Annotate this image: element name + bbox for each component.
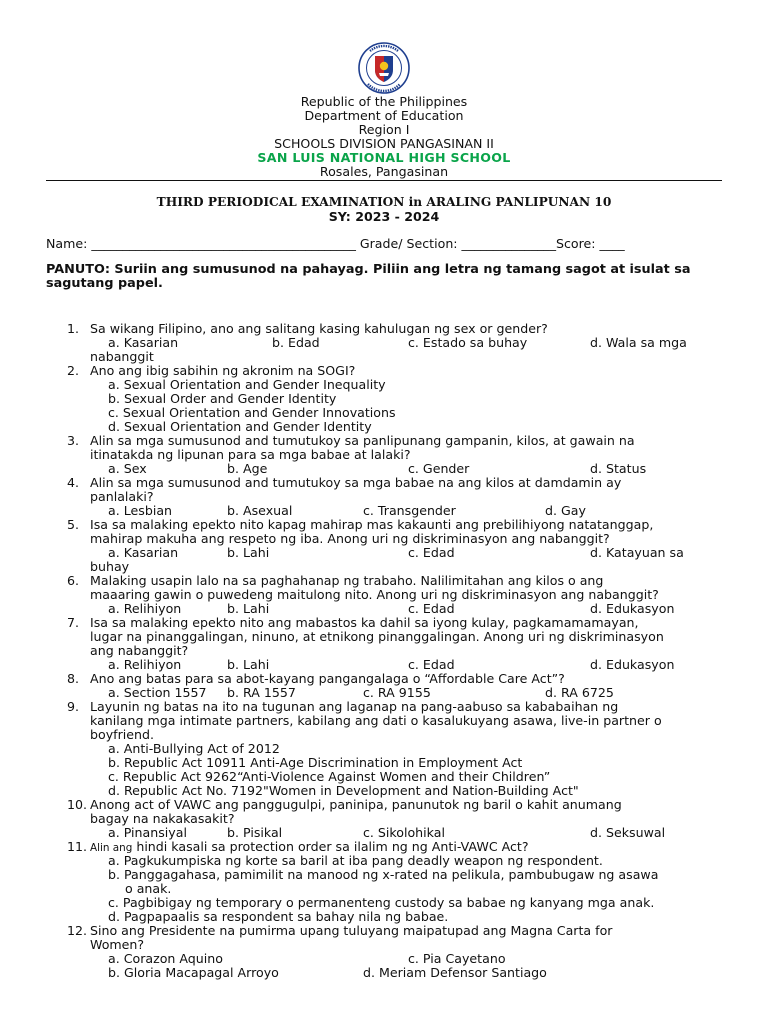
instructions: PANUTO: Suriin ang sumusunod na pahayag. Piliin ang letra ng tamang sagot at isulat sa sagutang papel. <box>46 262 691 291</box>
student-info-line: Name: __________________________________________ Grade/ Section: _______________Score: ____ <box>46 236 625 251</box>
choice-c: c. Sexual Orientation and Gender Innovations <box>108 405 396 420</box>
question-text: Layunin ng batas na ito na tugunan ang laganap na pang-aabuso sa kababaihan ng <box>90 699 619 714</box>
region-name: Region I <box>358 122 410 137</box>
question-text: Malaking usapin lalo na sa paghahanap ng trabaho. Nalilimitahan ang kilos o ang <box>90 573 604 588</box>
choice-a: a. Relihiyon <box>108 657 182 672</box>
question-number: 1. <box>67 321 80 336</box>
choice-a: a. Corazon Aquino <box>108 951 223 966</box>
choice-d: d. Edukasyon <box>590 657 675 672</box>
question-text: Isa sa malaking epekto nito ang mabastos ka dahil sa iyong kulay, pagkamamamayan, <box>90 615 639 630</box>
choice-b: b. Lahi <box>227 601 270 616</box>
school-name: SAN LUIS NATIONAL HIGH SCHOOL <box>257 150 511 165</box>
exam-title: THIRD PERIODICAL EXAMINATION in ARALING PANLIPUNAN 10 <box>156 195 612 209</box>
choice-a: a. Sexual Orientation and Gender Inequality <box>108 377 386 392</box>
question-number: 7. <box>67 615 80 630</box>
choice-b: b. Lahi <box>227 657 270 672</box>
choice-a: a. Sex <box>108 461 147 476</box>
question-text-cont: boyfriend. <box>90 727 154 742</box>
choice-b: b. Lahi <box>227 545 270 560</box>
choice-d: d. Republic Act No. 7192"Women in Development and Nation-Building Act" <box>108 783 579 798</box>
choice-d-wrap: buhay <box>90 559 130 574</box>
choice-b-wrap: o anak. <box>125 881 172 896</box>
question-text: Anong act of VAWC ang panggugulpi, paninipa, panunutok ng baril o kahit anumang <box>90 797 622 812</box>
question-number: 4. <box>67 475 80 490</box>
question-text: Sa wikang Filipino, ano ang salitang kasing kahulugan ng sex or gender? <box>90 321 548 336</box>
choice-c: c. RA 9155 <box>363 685 431 700</box>
choice-b: b. Republic Act 10911 Anti-Age Discrimination in Employment Act <box>108 755 523 770</box>
choice-b: b. RA 1557 <box>227 685 296 700</box>
question-text-cont: panlalaki? <box>90 489 154 504</box>
choice-c: c. Edad <box>408 657 455 672</box>
choice-a: a. Relihiyon <box>108 601 182 616</box>
question-number: 9. <box>67 699 80 714</box>
question-text-small: Alin ang <box>90 842 133 854</box>
choice-a: a. Kasarian <box>108 545 179 560</box>
choice-c: c. Edad <box>408 601 455 616</box>
question-text: Sino ang Presidente na pumirma upang tuluyang maipatupad ang Magna Carta for <box>90 923 613 938</box>
choice-b: b. Pisikal <box>227 825 283 840</box>
question-text: Alin sa mga sumusunod and tumutukoy sa panlipunang gampanin, kilos, at gawain na <box>90 433 635 448</box>
choice-b: b. Sexual Order and Gender Identity <box>108 391 337 406</box>
choice-a: a. Lesbian <box>108 503 173 518</box>
choice-d: d. Sexual Orientation and Gender Identity <box>108 419 372 434</box>
choice-c: c. Republic Act 9262“Anti-Violence Against Women and their Children” <box>108 769 551 784</box>
choice-d: d. Pagpapaalis sa respondent sa bahay nila ng babae. <box>108 909 449 924</box>
school-year: SY: 2023 - 2024 <box>328 209 440 224</box>
question-text: Ano ang batas para sa abot-kayang pangangalaga o “Affordable Care Act”? <box>90 671 565 686</box>
choice-a: a. Pagkukumpiska ng korte sa baril at iba pang deadly weapon ng respondent. <box>108 853 603 868</box>
question-text-main: hindi kasali sa protection order sa ilalim ng ng Anti-VAWC Act? <box>132 839 529 854</box>
choice-b: b. Gloria Macapagal Arroyo <box>108 965 279 980</box>
question-text-cont: lugar na pinanggalingan, ninuno, at etnikong pinanggalingan. Anong uri ng diskriminasyon <box>90 629 664 644</box>
question-text-cont: kanilang mga intimate partners, kabilang ang dati o kasalukuyang asawa, live-in partner o <box>90 713 662 728</box>
question-text-cont: bagay na nakakasakit? <box>90 811 235 826</box>
question-text-cont: maaaring gawin o puwedeng maitulong nito. Anong uri ng diskriminasyon ang nabanggit? <box>90 587 659 602</box>
school-location: Rosales, Pangasinan <box>319 164 449 179</box>
question-text-cont: itinatakda ng lipunan para sa mga babae at lalaki? <box>90 447 411 462</box>
choice-d: d. Katayuan sa <box>590 545 684 560</box>
choice-c: c. Estado sa buhay <box>408 335 528 350</box>
question-number: 5. <box>67 517 80 532</box>
choice-c: c. Pagbibigay ng temporary o permanenteng custody sa babae ng kanyang mga anak. <box>108 895 655 910</box>
question-text-cont: Women? <box>90 937 145 952</box>
choice-d: d. Seksuwal <box>590 825 666 840</box>
choice-a: a. Pinansiyal <box>108 825 187 840</box>
choice-c: c. Sikolohikal <box>363 825 445 840</box>
choice-c: c. Pia Cayetano <box>408 951 506 966</box>
choice-d: d. Wala sa mga <box>590 335 687 350</box>
choice-c: c. Transgender <box>363 503 456 518</box>
division-name: SCHOOLS DIVISION PANGASINAN II <box>274 136 494 151</box>
choice-b: b. Edad <box>272 335 320 350</box>
choice-d: d. RA 6725 <box>545 685 614 700</box>
question-number: 11. <box>67 839 88 854</box>
choice-b: b. Age <box>227 461 268 476</box>
question-text-cont: ang nabanggit? <box>90 643 189 658</box>
question-number: 12. <box>67 923 88 938</box>
choice-d: d. Meriam Defensor Santiago <box>363 965 547 980</box>
question-text: Isa sa malaking epekto nito kapag mahirap mas kakaunti ang prebilihiyong natatanggap, <box>90 517 654 532</box>
question-text: Ano ang ibig sabihin ng akronim na SOGI? <box>90 363 356 378</box>
question-number: 3. <box>67 433 80 448</box>
choice-b: b. Asexual <box>227 503 293 518</box>
choice-b: b. Panggagahasa, pamimilit na manood ng x-rated na pelikula, pambubugaw ng asawa <box>108 867 659 882</box>
country-name: Republic of the Philippines <box>300 94 468 109</box>
deped-seal-logo <box>353 42 415 94</box>
question-text: Alin sa mga sumusunod and tumutukoy sa mga babae na ang kilos at damdamin ay <box>90 475 622 490</box>
question-number: 6. <box>67 573 80 588</box>
choice-d: d. Edukasyon <box>590 601 675 616</box>
question-number: 10. <box>67 797 88 812</box>
department-name: Department of Education <box>304 108 464 123</box>
question-number: 2. <box>67 363 80 378</box>
choice-c: c. Edad <box>408 545 455 560</box>
choice-d: d. Gay <box>545 503 586 518</box>
header-divider <box>46 180 722 181</box>
choice-a: a. Kasarian <box>108 335 179 350</box>
choice-d: d. Status <box>590 461 647 476</box>
choice-c: c. Gender <box>408 461 470 476</box>
choice-d-wrap: nabanggit <box>90 349 154 364</box>
choice-a: a. Anti-Bullying Act of 2012 <box>108 741 280 756</box>
choice-a: a. Section 1557 <box>108 685 207 700</box>
question-text-cont: mahirap makuha ang respeto ng iba. Anong uri ng diskriminasyon ang nabanggit? <box>90 531 610 546</box>
question-number: 8. <box>67 671 80 686</box>
